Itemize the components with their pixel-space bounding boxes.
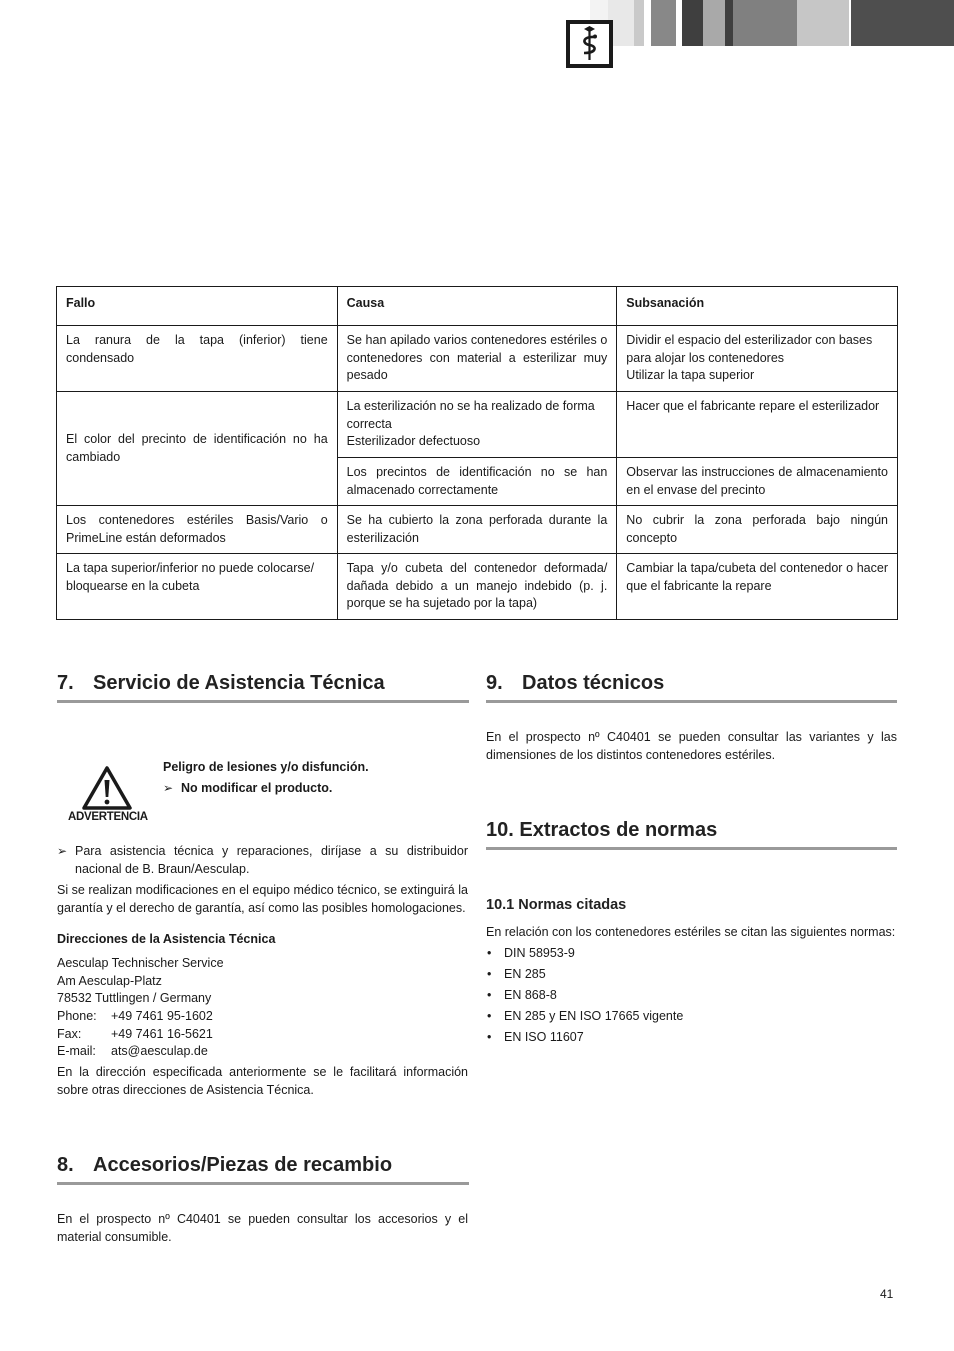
table-cell: Cambiar la tapa/cubeta del contenedor o hacer que el fabricante la repare (617, 554, 898, 620)
header-bar (634, 0, 644, 46)
warranty-note: Si se realizan modificaciones en el equipo médico técnico, se extinguirá la garantía y el derecho de garantía, así como las posibles homologaciones. (57, 883, 468, 915)
addresses-heading: Direcciones de la Asistencia Técnica (57, 932, 276, 946)
header-bar (851, 0, 954, 46)
warning-triangle-icon (82, 766, 132, 810)
accessories-text: En el prospecto nº C40401 se pueden consultar los accesorios y el material consumible. (57, 1212, 468, 1244)
section-10-heading: 10. Extractos de normas (486, 819, 718, 841)
warning-title: Peligro de lesiones y/o disfunción. (163, 760, 369, 774)
address-line: Aesculap Technischer Service (57, 956, 224, 970)
section-7-heading (57, 672, 385, 695)
list-item: • EN 868-8 (486, 987, 897, 1008)
table-cell: Hacer que el fabricante repare el esterilizador (617, 392, 898, 458)
header-bar (651, 0, 676, 46)
technical-data-text: En el prospecto nº C40401 se pueden consultar las variantes y las dimensiones de los distintos contenedores estériles. (486, 730, 897, 762)
section-number: 9. (486, 672, 503, 694)
address-line: Am Aesculap-Platz (57, 974, 162, 988)
table-cell: Observar las instrucciones de almacenamiento en el envase del precinto (617, 458, 898, 506)
section-title: Datos técnicos (522, 672, 665, 694)
section-9-heading (486, 672, 664, 695)
section-divider (486, 847, 897, 850)
section-title: Accesorios/Piezas de recambio (93, 1154, 393, 1176)
table-row (57, 326, 898, 392)
table-cell: Se han apilado varios contenedores estériles o contenedores con material a esterilizar muy pesado (337, 326, 617, 392)
header-bar (725, 0, 733, 46)
section-number: 8. (57, 1154, 74, 1176)
header-bar (703, 0, 725, 46)
table-cell: Dividir el espacio del esterilizador con bases para alojar los contenedores Utilizar la tapa superior (617, 326, 898, 392)
section-divider (486, 700, 897, 703)
section-divider (57, 1182, 469, 1185)
norms-list (486, 945, 897, 1050)
contact-value: +49 7461 16-5621 (111, 1027, 213, 1041)
header-bar (682, 0, 703, 46)
list-item: • EN 285 y EN ISO 17665 vigente (486, 1008, 897, 1029)
section-divider (57, 700, 469, 703)
contact-value: +49 7461 95-1602 (111, 1009, 213, 1023)
table-row (57, 392, 898, 458)
table-row (57, 506, 898, 554)
contact-value: ats@aesculap.de (111, 1044, 208, 1058)
section-8-heading (57, 1154, 392, 1177)
subsection-heading: 10.1 Normas citadas (486, 897, 627, 913)
table-cell: Se ha cubierto la zona perforada durante la esterilización (337, 506, 617, 554)
arrow-bullet-icon: ➢ (163, 781, 174, 795)
warning-instruction: No modificar el producto. (181, 781, 333, 795)
contact-fax (57, 1026, 468, 1044)
list-item: • EN 285 (486, 966, 897, 987)
column-header-causa: Causa (337, 287, 617, 326)
table-cell: El color del precinto de identificación no ha cambiado (57, 392, 338, 506)
addresses-note: En la dirección especificada anteriormente se le facilitará información sobre otras direcciones de Asistencia Técnica. (57, 1065, 468, 1097)
contact-email (57, 1043, 468, 1061)
warning-label: ADVERTENCIA (68, 811, 148, 823)
address-line: 78532 Tuttlingen / Germany (57, 991, 212, 1005)
contact-label: Phone: (57, 1009, 97, 1023)
arrow-bullet-icon: ➢ (57, 844, 68, 858)
norms-intro: En relación con los contenedores estériles se citan las siguientes normas: (486, 925, 896, 939)
header-bar (733, 0, 797, 46)
list-item: • DIN 58953-9 (486, 945, 897, 966)
contact-label: Fax: (57, 1027, 82, 1041)
table-cell: Los contenedores estériles Basis/Vario o PrimeLine están deformados (57, 506, 338, 554)
staff-snake-icon (570, 24, 609, 64)
service-instruction: Para asistencia técnica y reparaciones, diríjase a su distribuidor nacional de B. Braun/Aesculap. (75, 844, 468, 876)
column-header-fallo: Fallo (57, 287, 338, 326)
page-number: 41 (880, 1287, 894, 1301)
table-cell: Tapa y/o cubeta del contenedor deformada/ dañada debido a un manejo indebido (p. j. porque se ha sujetado por la tapa) (337, 554, 617, 620)
header-bar (797, 0, 849, 46)
table-cell: La esterilización no se ha realizado de forma correcta Esterilizador defectuoso (337, 392, 617, 458)
troubleshooting-table (56, 286, 898, 620)
column-header-subsanacion: Subsanación (617, 287, 898, 326)
table-row (57, 554, 898, 620)
table-cell: Los precintos de identificación no se han almacenado correctamente (337, 458, 617, 506)
list-item: • EN ISO 11607 (486, 1029, 897, 1050)
section-title: Servicio de Asistencia Técnica (93, 672, 385, 694)
aesculap-logo (566, 20, 613, 68)
table-header-row (57, 287, 898, 326)
table-cell: La tapa superior/inferior no puede colocarse/ bloquearse en la cubeta (57, 554, 338, 620)
table-cell: La ranura de la tapa (inferior) tiene condensado (57, 326, 338, 392)
table-cell: No cubrir la zona perforada bajo ningún concepto (617, 506, 898, 554)
section-number: 7. (57, 672, 74, 694)
contact-label: E-mail: (57, 1044, 96, 1058)
contact-phone (57, 1008, 468, 1026)
